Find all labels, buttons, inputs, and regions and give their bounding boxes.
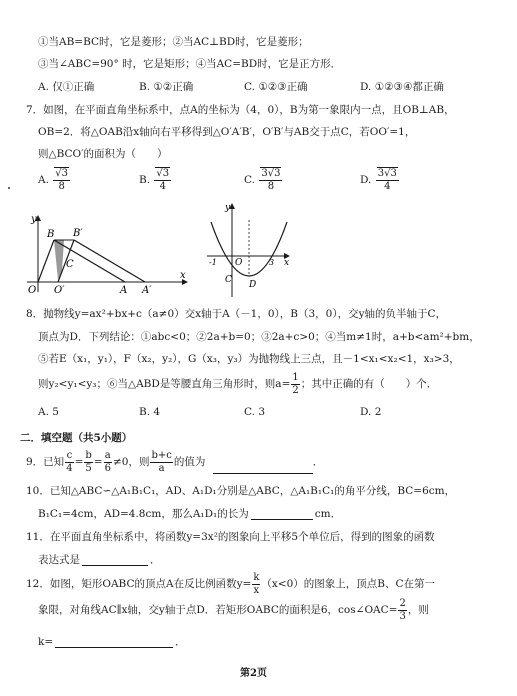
fig1-label-b-prime: B′ xyxy=(73,228,83,239)
q9-line: 9．已知 $\frac{c}{4}$ = $\frac{b}{5}$ = $\frac{a}{6}$ ≠0，则 $\frac{b+c}{a}$ 的值为 ． xyxy=(26,450,324,474)
q8-option-c: C. 3 xyxy=(244,406,266,418)
fig1-label-o: O xyxy=(28,285,37,295)
margin-dot xyxy=(8,187,10,189)
q7-line1: 7．如图，在平面直角坐标系中，点A的坐标为（4，0），B为第一象限内一点，且OB⊥AB， xyxy=(26,104,455,116)
fig2-label-neg1: -1 xyxy=(209,258,217,267)
q6-option-c: C. ①②③正确 xyxy=(244,81,308,93)
q12-answer-blank[interactable] xyxy=(55,635,173,648)
q7-option-a: A. $\frac{√3}{8}$ xyxy=(38,168,68,192)
q11-line2: 表达式是 ． xyxy=(38,553,161,566)
fig1-label-y: y xyxy=(31,214,37,225)
fig1-label-a: A xyxy=(120,285,128,295)
q8-option-b: B. 4 xyxy=(139,406,161,418)
q7-line3: 则△BCO′的面积为（ ） xyxy=(38,148,168,160)
section-heading-fill-blank: 二．填空题（共5小题） xyxy=(20,432,133,444)
q6-option-a: A. 仅①正确 xyxy=(38,81,95,93)
fig2-label-3: 3 xyxy=(269,258,275,267)
fig1-label-c: C xyxy=(66,259,74,270)
q6-option-d: D. ①②③④都正确 xyxy=(360,81,444,93)
fig2-label-y: y xyxy=(225,203,231,213)
fig2-label-d: D xyxy=(249,280,257,290)
q7-figure-triangle xyxy=(22,210,192,295)
q6-option-b: B. ①②正确 xyxy=(139,81,194,93)
q8-line2: 顶点为D．下列结论：①abc<0；②2a+b=0；③2a+c>0；④当m≠1时，a+b<am²+bm， xyxy=(38,331,480,343)
fig1-label-b: B xyxy=(47,229,55,240)
fig2-label-o: O xyxy=(235,258,243,268)
fig2-label-c: C xyxy=(225,275,232,285)
q7-option-c: C. $\frac{3√3}{8}$ xyxy=(244,168,281,192)
q11-answer-blank[interactable] xyxy=(82,553,148,566)
q6-statement-line2: ③当∠ABC=90° 时，它是矩形；④当AC=BD时，它是正方形． xyxy=(38,58,342,70)
q7-option-d: D. $\frac{3√3}{4}$ xyxy=(360,168,397,192)
q8-option-a: A. 5 xyxy=(38,406,59,418)
q9-answer-blank[interactable] xyxy=(213,461,313,474)
fig2-label-x: x xyxy=(284,258,290,268)
q12-line1: 12．如图，矩形OABC的顶点A在反比例函数y= $\frac{k}{x}$ （x<0）的图象上，顶点B、C在第一 xyxy=(26,572,436,596)
q10-line2: B₁C₁=4cm，AD=4.8cm，那么A₁D₁的长为 cm． xyxy=(38,507,342,520)
q7-line2: OB=2．将△OAB沿x轴向右平移得到△O′A′B′，O′B′与AB交于点C，若OO′=1， xyxy=(38,126,416,138)
q8-line3: ⑤若E（x₁，y₁），F（x₂，y₂），G（x₃，y₃）为抛物线上三点，且－1<x₁<x₂<1，x₃>3， xyxy=(38,353,460,365)
q8-line1: 8．抛物线y=ax²+bx+c（a≠0）交x轴于A（－1，0），B（3，0），交y轴的负半轴于C， xyxy=(26,308,447,320)
fig1-label-a-prime: A′ xyxy=(142,285,152,295)
q12-line2: 象限，对角线AC∥x轴，交y轴于点D．若矩形OABC的面积是6，cos∠OAC= $\frac{2}{3}$ ，则 xyxy=(38,598,429,622)
q8-figure-parabola xyxy=(205,200,295,300)
fig1-label-x: x xyxy=(180,270,186,281)
q8-line4: 则y₂<y₁<y₃；⑥当△ABD是等腰直角三角形时，则a= $\frac{1}{2}$ ；其中正确的有（ ）个． xyxy=(38,372,438,396)
q12-line3: k= ． xyxy=(38,635,186,648)
q10-line1: 10．已知△ABC∽△A₁B₁C₁，AD、A₁D₁分别是△ABC，△A₁B₁C₁的角平分线，BC=6cm， xyxy=(26,485,456,497)
q11-line1: 11．在平面直角坐标系中，将函数y=3x²的图象向上平移5个单位后，得到的图象的函数 xyxy=(26,531,435,543)
q7-option-b: B. $\frac{√3}{4}$ xyxy=(139,168,170,192)
page-number: 第2页 xyxy=(240,668,267,679)
q8-option-d: D. 2 xyxy=(360,406,382,418)
q10-answer-blank[interactable] xyxy=(251,507,313,520)
q6-statement-line1: ①当AB=BC时，它是菱形；②当AC⊥BD时，它是菱形； xyxy=(38,36,309,48)
fig1-label-o-prime: O′ xyxy=(54,285,65,295)
